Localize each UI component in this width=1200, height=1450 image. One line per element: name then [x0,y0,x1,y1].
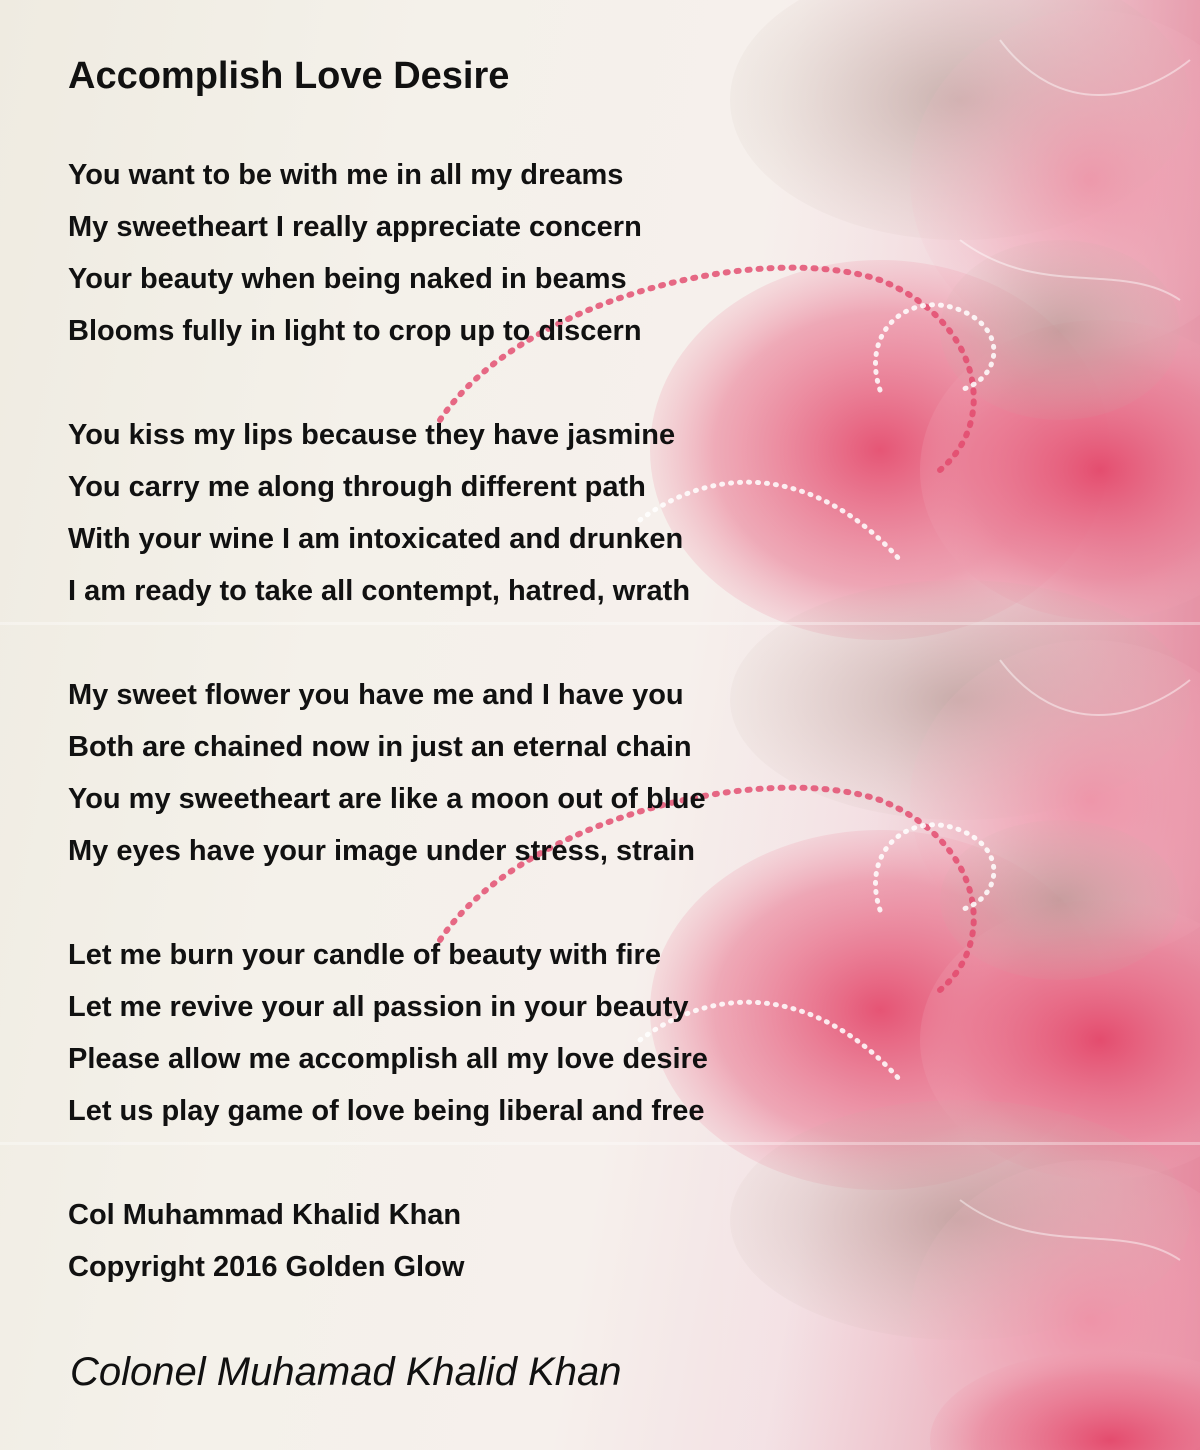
poem-line: Your beauty when being naked in beams [68,263,627,295]
stanza-4 [68,929,708,1137]
poem-line: You want to be with me in all my dreams [68,159,624,191]
poem-line: You kiss my lips because they have jasmine [68,419,676,451]
stanza-1 [68,149,642,357]
stanza-3 [68,669,706,877]
author-signature: Colonel Muhamad Khalid Khan [70,1350,622,1394]
poem-line: Let me revive your all passion in your beauty [68,991,689,1023]
poem-line: You carry me along through different path [68,471,646,503]
poem-line: My sweetheart I really appreciate concern [68,211,642,243]
poem-line: I am ready to take all contempt, hatred, wrath [68,575,691,607]
copyright-notice: Copyright 2016 Golden Glow [68,1251,465,1283]
poem-line: My sweet flower you have me and I have you [68,679,684,711]
author-name: Col Muhammad Khalid Khan [68,1199,462,1231]
poem-line: My eyes have your image under stress, strain [68,835,695,867]
poem-line: Please allow me accomplish all my love desire [68,1043,708,1075]
poem-line: You my sweetheart are like a moon out of blue [68,783,706,815]
poem-title: Accomplish Love Desire [68,55,510,97]
poem-line: Blooms fully in light to crop up to discern [68,315,642,347]
poem-line: With your wine I am intoxicated and drunken [68,523,684,555]
poem-credits [68,1189,464,1293]
stanza-2 [68,409,690,617]
poem-line: Let me burn your candle of beauty with fire [68,939,661,971]
poem-line: Both are chained now in just an eternal chain [68,731,692,763]
poem-line: Let us play game of love being liberal and free [68,1095,705,1127]
